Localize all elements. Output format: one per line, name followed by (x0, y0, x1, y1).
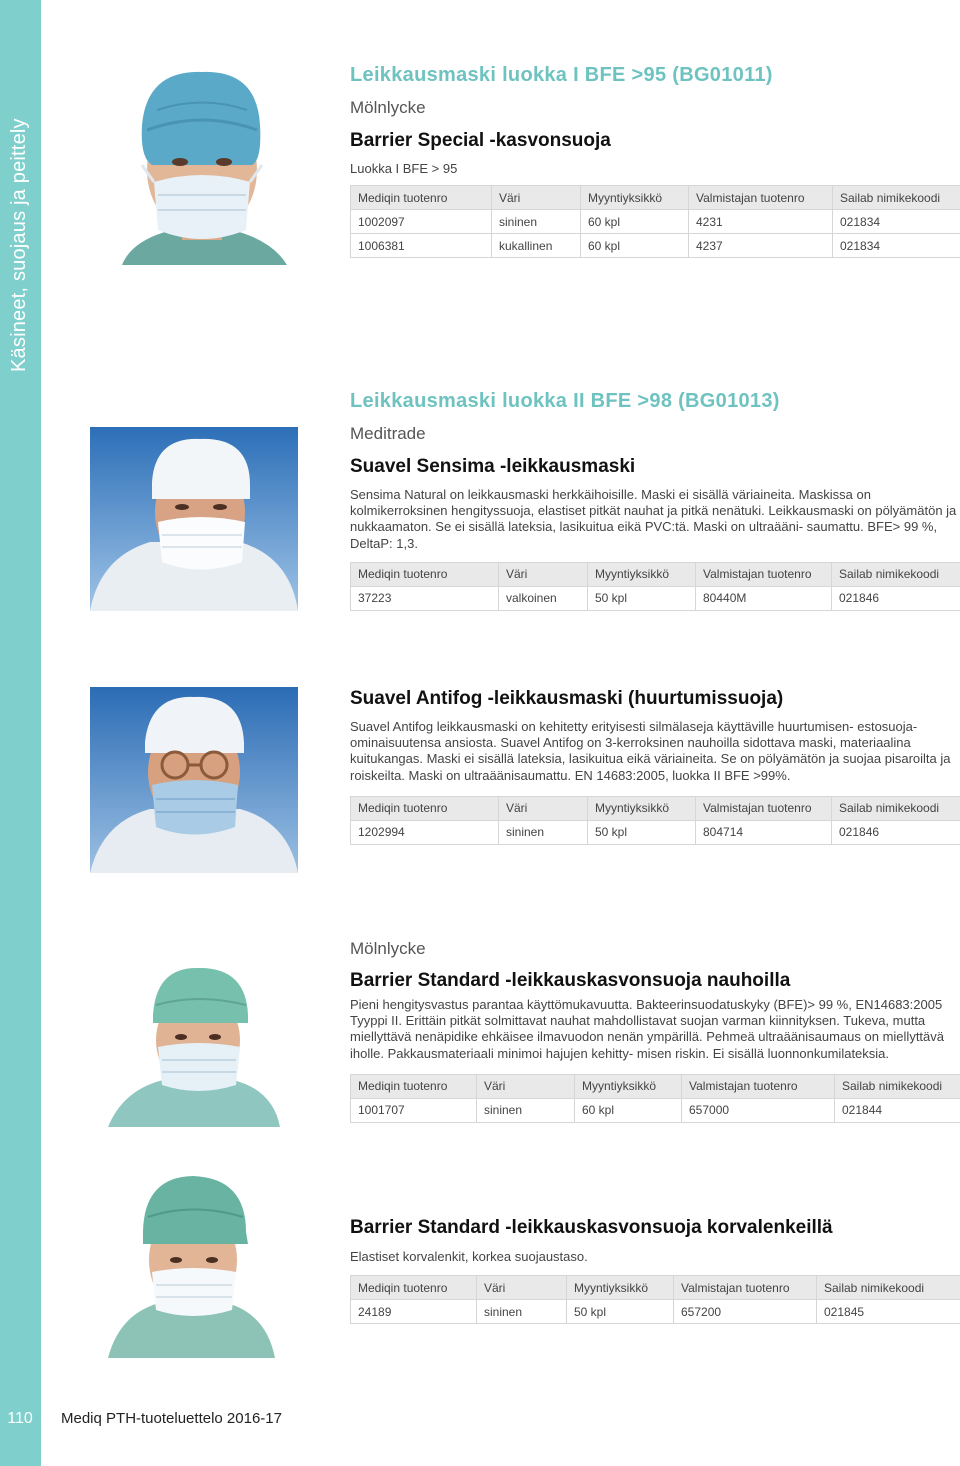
table-cell: 60 kpl (575, 1098, 682, 1122)
page-number: 110 (7, 1410, 33, 1427)
table-cell: 021834 (833, 210, 960, 234)
col-header: Väri (477, 1276, 567, 1300)
product-photo-suavel-antifog (90, 687, 298, 873)
table-cell: 021844 (835, 1098, 960, 1122)
col-header: Sailab nimikekoodi (817, 1276, 960, 1300)
product-description: Elastiset korvalenkit, korkea suojaustaso. (350, 1249, 588, 1264)
product-title: Barrier Special -kasvonsuoja (350, 130, 611, 151)
table-cell: 1002097 (351, 210, 492, 234)
col-header: Myyntiyksikkö (581, 186, 689, 210)
spec-table (350, 1074, 960, 1123)
category-title: Leikkausmaski luokka I BFE >95 (BG01011) (350, 64, 773, 86)
col-header: Myyntiyksikkö (567, 1276, 674, 1300)
table-cell: sininen (477, 1300, 567, 1324)
table-row (351, 1300, 960, 1324)
col-header: Mediqin tuotenro (351, 796, 499, 820)
table-header-row (351, 562, 960, 586)
product-title: Barrier Standard -leikkauskasvonsuoja nauhoilla (350, 970, 791, 991)
col-header: Valmistajan tuotenro (682, 1074, 835, 1098)
product-description: Pieni hengitysvastus parantaa käyttömukavuutta. Bakteerinsuodatuskyky (BFE)> 99 %, EN14683:2005 Tyyppi II. Erittäin pitkät solmittavat nauhat mahdollistavat suojan varman kiinnityksen. Tukeva, mutta miellyttävä nenäpidike ehkäisee ilmavuodon nenän ympärillä. Pehmeä ultraäänisaumaus on miellyttävä iholle. Pakkausmateriaali minimoi hajujen kehitty- misen riskin. Ei sisällä luonnonkumilateksia. (350, 997, 945, 1061)
col-header: Myyntiyksikkö (575, 1074, 682, 1098)
table-cell: 1006381 (351, 234, 492, 258)
table-header-row (351, 186, 960, 210)
product-title: Barrier Standard -leikkauskasvonsuoja korvalenkeillä (350, 1217, 833, 1238)
table-cell: 021845 (817, 1300, 960, 1324)
col-header: Väri (499, 562, 588, 586)
table-cell: 804714 (696, 820, 832, 844)
table-cell: 50 kpl (588, 820, 696, 844)
table-cell: sininen (492, 210, 581, 234)
table-cell: 657200 (674, 1300, 817, 1324)
col-header: Väri (499, 796, 588, 820)
table-cell: 1202994 (351, 820, 499, 844)
col-header: Valmistajan tuotenro (689, 186, 833, 210)
section-suavel-sensima (350, 389, 960, 611)
col-header: Sailab nimikekoodi (833, 186, 960, 210)
col-header: Valmistajan tuotenro (696, 562, 832, 586)
footer-catalog-title: Mediq PTH-tuoteluettelo 2016-17 (61, 1410, 282, 1427)
col-header: Sailab nimikekoodi (832, 796, 960, 820)
table-cell: sininen (477, 1098, 575, 1122)
product-description: Luokka I BFE > 95 (350, 161, 458, 176)
col-header: Väri (477, 1074, 575, 1098)
section-barrier-standard-nauhoilla (350, 938, 960, 1123)
col-header: Mediqin tuotenro (351, 1074, 477, 1098)
col-header: Sailab nimikekoodi (835, 1074, 960, 1098)
product-photo-barrier-standard-korvalenkeilla (108, 1172, 275, 1358)
table-cell: 24189 (351, 1300, 477, 1324)
table-cell: 021834 (833, 234, 960, 258)
product-photo-barrier-special (112, 70, 292, 265)
spec-table (350, 1275, 960, 1324)
side-section-title: Käsineet, suojaus ja peittely (8, 118, 30, 372)
col-header: Väri (492, 186, 581, 210)
table-cell: 1001707 (351, 1098, 477, 1122)
table-row (351, 1098, 960, 1122)
table-cell: 021846 (832, 586, 960, 610)
col-header: Myyntiyksikkö (588, 562, 696, 586)
section-suavel-antifog (350, 687, 960, 845)
table-cell: 657000 (682, 1098, 835, 1122)
category-title: Leikkausmaski luokka II BFE >98 (BG01013) (350, 390, 780, 412)
spec-table (350, 562, 960, 611)
product-description: Suavel Antifog leikkausmaski on kehitetty erityisesti silmälaseja käyttäville huurtumisen- estosuoja-ominaisuutensa ansiosta. Suavel Antifog on 3-kerroksinen nauhoilla sidottava maski, materiaalina kuitukangas. Maski ei sisällä lateksia, lasikuitua eikä väriaineita. Se on pölyämätön ja suojaa pisaroilta ja roiskeilta. Maski on ultraäänisaumattu. EN 14683:2005, luokka II BFE >99%. (350, 719, 951, 783)
col-header: Mediqin tuotenro (351, 1276, 477, 1300)
table-header-row (351, 796, 960, 820)
col-header: Mediqin tuotenro (351, 562, 499, 586)
product-description: Sensima Natural on leikkausmaski herkkäihoisille. Maski ei sisällä väriaineita. Maskissa on kolmikerroksinen hengityssuoja, elastiset pitkät nauhat ja pitkä nenätuki. Leikkausmaski on pölyämätön ja nukkaamaton. Se ei sisällä lateksia, lasikuitua eikä PVC:tä. Maski on ultraääni- saumattu. BFE> 99 %, DeltaP: 1,3. (350, 487, 957, 551)
table-row (351, 234, 960, 258)
table-header-row (351, 1074, 960, 1098)
col-header: Valmistajan tuotenro (674, 1276, 817, 1300)
table-cell: 4237 (689, 234, 833, 258)
table-cell: 60 kpl (581, 234, 689, 258)
table-cell: 021846 (832, 820, 960, 844)
table-row (351, 586, 960, 610)
table-cell: 50 kpl (567, 1300, 674, 1324)
table-cell: 4231 (689, 210, 833, 234)
col-header: Myyntiyksikkö (588, 796, 696, 820)
table-cell: valkoinen (499, 586, 588, 610)
col-header: Valmistajan tuotenro (696, 796, 832, 820)
col-header: Sailab nimikekoodi (832, 562, 960, 586)
product-photo-barrier-standard-nauhoilla (108, 965, 280, 1127)
table-cell: 80440M (696, 586, 832, 610)
spec-table (350, 185, 960, 258)
col-header: Mediqin tuotenro (351, 186, 492, 210)
brand-name: Meditrade (350, 424, 426, 443)
table-cell: sininen (499, 820, 588, 844)
brand-name: Mölnlycke (350, 939, 426, 958)
table-cell: 60 kpl (581, 210, 689, 234)
product-photo-suavel-sensima (90, 427, 298, 611)
product-title: Suavel Antifog -leikkausmaski (huurtumissuoja) (350, 688, 784, 709)
table-header-row (351, 1276, 960, 1300)
table-cell: 50 kpl (588, 586, 696, 610)
brand-name: Mölnlycke (350, 98, 426, 117)
section-barrier-special (350, 63, 960, 258)
spec-table (350, 796, 960, 845)
table-cell: kukallinen (492, 234, 581, 258)
table-row (351, 820, 960, 844)
product-title: Suavel Sensima -leikkausmaski (350, 456, 636, 477)
table-cell: 37223 (351, 586, 499, 610)
section-barrier-standard-korvalenkeilla (350, 1216, 960, 1324)
table-row (351, 210, 960, 234)
